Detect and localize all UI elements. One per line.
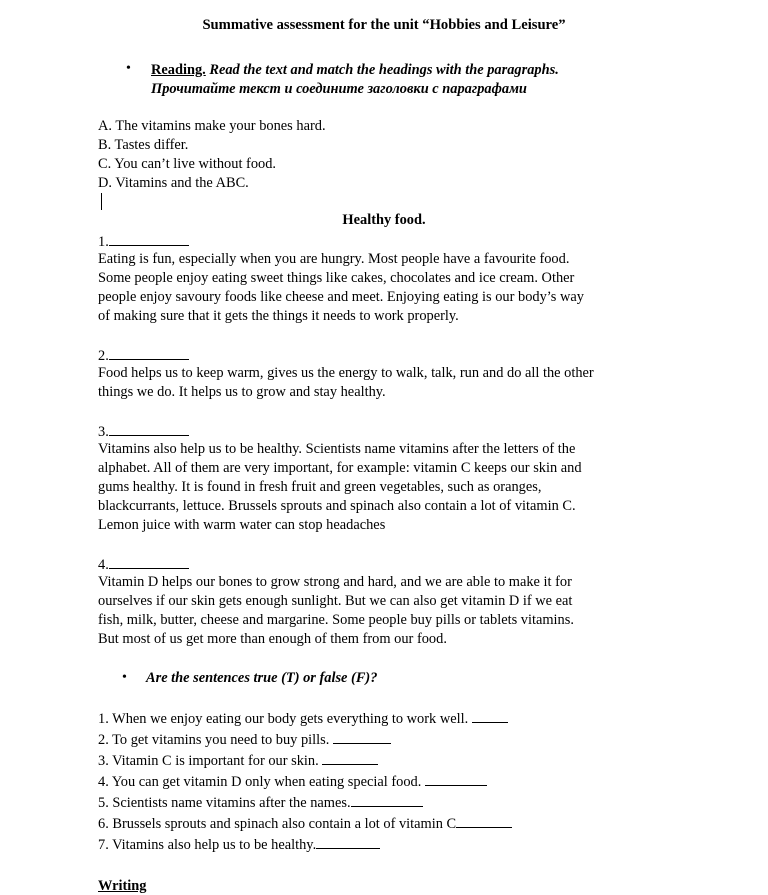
- text-title: Healthy food.: [342, 212, 426, 228]
- paragraph-line: Vitamins also help us to be healthy. Scientists name vitamins after the letters of the: [98, 441, 576, 457]
- answer-blank[interactable]: [425, 771, 487, 786]
- answer-blank[interactable]: [456, 813, 512, 828]
- paragraph-3: [98, 440, 658, 535]
- paragraph-line: blackcurrants, lettuce. Brussels sprouts and spinach also contain a lot of vitamin C.: [98, 498, 576, 514]
- statement-1: [98, 708, 512, 729]
- text-cursor: [101, 193, 102, 210]
- paragraph-3-number: [98, 421, 189, 442]
- statement-6: [98, 813, 512, 834]
- answer-blank[interactable]: [109, 345, 189, 360]
- statement-text: 2. To get vitamins you need to buy pills.: [98, 732, 330, 748]
- heading-option-d: D. Vitamins and the ABC.: [98, 175, 249, 191]
- page-title: Summative assessment for the unit “Hobbies and Leisure”: [202, 17, 566, 33]
- statement-2: [98, 729, 512, 750]
- paragraph-line: gums healthy. It is found in fresh fruit and green vegetables, such as oranges,: [98, 479, 542, 495]
- true-false-statements: [98, 708, 512, 855]
- paragraph-line: Food helps us to keep warm, gives us the energy to walk, talk, run and do all the other: [98, 365, 594, 381]
- paragraph-1-number: [98, 231, 189, 252]
- paragraph-2-number: [98, 345, 189, 366]
- statement-text: 4. You can get vitamin D only when eating special food.: [98, 774, 422, 790]
- paragraph-line: Some people enjoy eating sweet things like cakes, chocolates and ice cream. Other: [98, 270, 575, 286]
- paragraph-line: Vitamin D helps our bones to grow strong and hard, and we are able to make it for: [98, 574, 572, 590]
- tf-bullet: •: [122, 670, 127, 685]
- answer-blank[interactable]: [322, 750, 378, 765]
- paragraph-line: alphabet. All of them are very important, for example: vitamin C keeps our skin and: [98, 460, 582, 476]
- answer-blank[interactable]: [109, 554, 189, 569]
- paragraph-4: [98, 573, 658, 649]
- answer-blank[interactable]: [109, 421, 189, 436]
- reading-instruction-ru: Прочитайте текст и соедините заголовки с параграфами: [151, 81, 527, 97]
- answer-blank[interactable]: [351, 792, 423, 807]
- statement-5: [98, 792, 512, 813]
- heading-option-c: C. You can’t live without food.: [98, 156, 277, 172]
- statement-7: [98, 834, 512, 855]
- headings-list: [98, 117, 326, 193]
- statement-text: 7. Vitamins also help us to be healthy.: [98, 837, 317, 853]
- paragraph-line: Lemon juice with warm water can stop headaches: [98, 517, 386, 533]
- heading-option-a: A. The vitamins make your bones hard.: [98, 118, 326, 134]
- paragraph-line: ourselves if our skin gets enough sunlight. But we can also get vitamin D if we eat: [98, 593, 573, 609]
- answer-blank[interactable]: [333, 729, 391, 744]
- paragraph-line: things we do. It helps us to grow and stay healthy.: [98, 384, 386, 400]
- paragraph-1: [98, 250, 658, 326]
- paragraph-number-label: 3.: [98, 424, 109, 440]
- statement-text: 3. Vitamin C is important for our skin.: [98, 753, 319, 769]
- answer-blank[interactable]: [109, 231, 189, 246]
- paragraph-line: Eating is fun, especially when you are hungry. Most people have a favourite food.: [98, 251, 570, 267]
- heading-option-b: B. Tastes differ.: [98, 137, 189, 153]
- paragraph-number-label: 1.: [98, 234, 109, 250]
- answer-blank[interactable]: [472, 708, 508, 723]
- paragraph-line: fish, milk, butter, cheese and margarine. Some people buy pills or tablets vitamins.: [98, 612, 574, 628]
- reading-instruction-en: Read the text and match the headings with the paragraphs.: [205, 62, 559, 78]
- paragraph-2: [98, 364, 658, 402]
- writing-heading: Writing: [98, 878, 147, 894]
- statement-text: 5. Scientists name vitamins after the names.: [98, 795, 351, 811]
- paragraph-line: But most of us get more than enough of them from our food.: [98, 631, 447, 647]
- statement-text: 6. Brussels sprouts and spinach also contain a lot of vitamin C: [98, 816, 457, 832]
- statement-3: [98, 750, 512, 771]
- paragraph-number-label: 4.: [98, 557, 109, 573]
- reading-instruction: [151, 61, 559, 99]
- answer-blank[interactable]: [316, 834, 380, 849]
- paragraph-4-number: [98, 554, 189, 575]
- paragraph-number-label: 2.: [98, 348, 109, 364]
- statement-4: [98, 771, 512, 792]
- reading-label: Reading.: [151, 62, 206, 78]
- reading-bullet: •: [126, 61, 131, 76]
- paragraph-line: people enjoy savoury foods like cheese and meet. Enjoying eating is our body’s way: [98, 289, 584, 305]
- true-false-heading: Are the sentences true (T) or false (F)?: [146, 670, 378, 686]
- statement-text: 1. When we enjoy eating our body gets everything to work well.: [98, 711, 469, 727]
- paragraph-line: of making sure that it gets the things it needs to work properly.: [98, 308, 459, 324]
